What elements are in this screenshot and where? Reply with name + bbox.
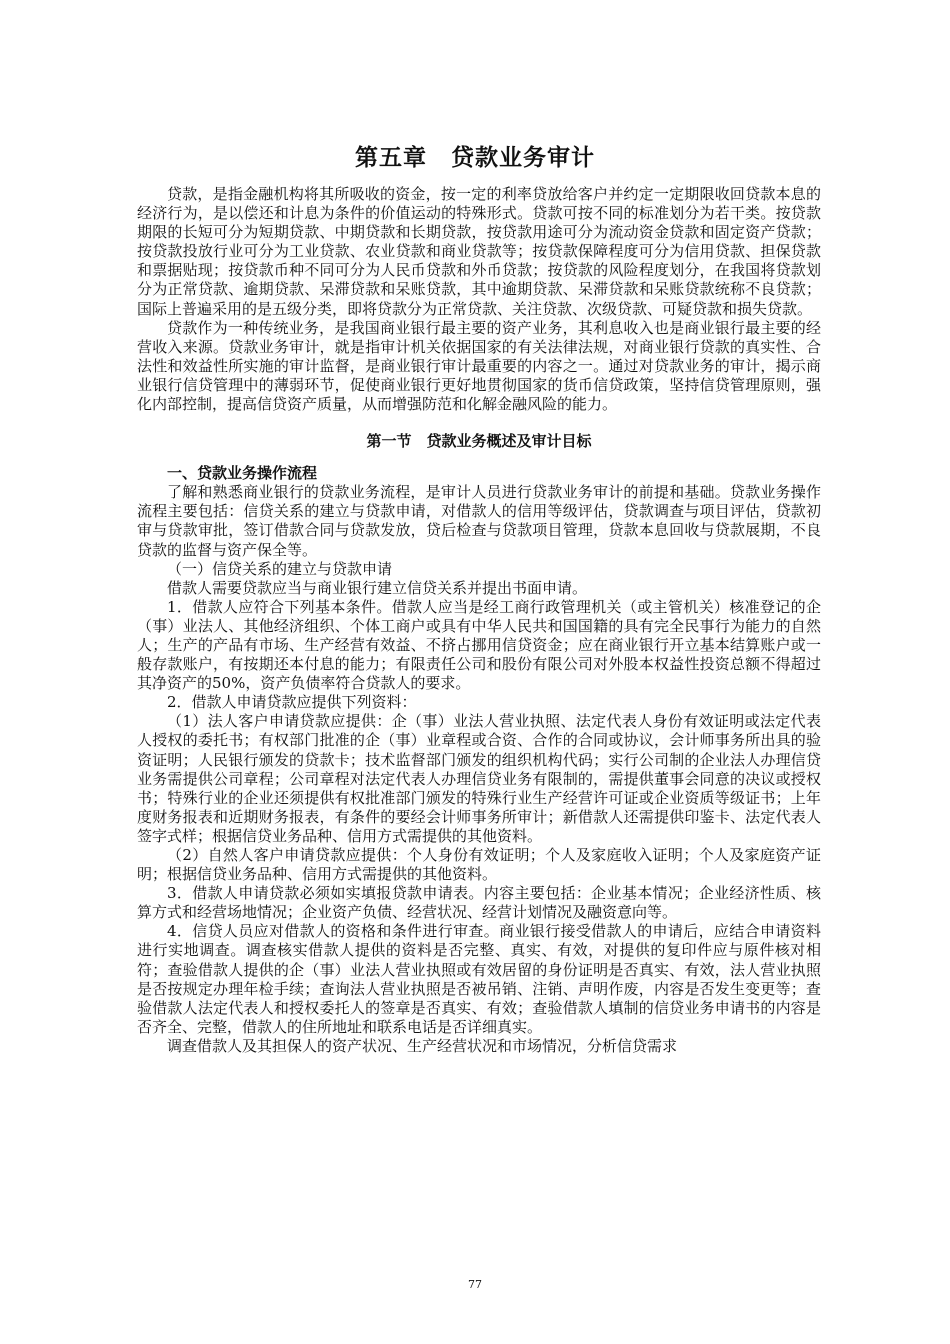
paragraph-asset-investigation: 调查借款人及其担保人的资产状况、生产经营状况和市场情况，分析信贷需求	[167, 1036, 678, 1055]
paragraph-natural-person-materials: （2）自然人客户申请贷款应提供：个人身份有效证明；个人及家庭收入证明；个人及家庭资产证明；根据信贷业务品种、信用方式需提供的其他资料。	[137, 846, 821, 884]
heading-loan-process-text: 一、贷款业务操作流程	[167, 464, 318, 483]
paragraph-loan-definition: 贷款，是指金融机构将其所吸收的资金，按一定的利率贷放给客户并约定一定期限收回贷款本息的经济行为，是以偿还和计息为条件的价值运动的特殊形式。贷款可按不同的标准划分为若干类。按贷款期限的长短可分为短期贷款、中期贷款和长期贷款，按贷款用途可分为流动资金贷款和固定资产贷款；按贷款投放行业可分为工业贷款、农业贷款和商业贷款等；按贷款保障程度可分为信用贷款、担保贷款和票据贴现；按贷款币种不同可分为人民币贷款和外币贷款；按贷款的风险程度划分，在我国将贷款划分为正常贷款、逾期贷款、呆滞贷款和呆账贷款，其中逾期贷款、呆滞贷款和呆账贷款统称不良贷款；国际上普遍采用的是五级分类，即将贷款分为正常贷款、关注贷款、次级贷款、可疑贷款和损失贷款。	[137, 185, 821, 318]
paragraph-required-materials: 2．借款人申请贷款应提供下列资料：	[167, 693, 417, 712]
chapter-title: 第五章 贷款业务审计	[355, 145, 595, 171]
paragraph-application-form: 3．借款人申请贷款必须如实填报贷款申请表。内容主要包括：企业基本情况；企业经济性质、核算方式和经营场地情况；企业资产负债、经营状况、经营计划情况及融资意向等。	[137, 884, 821, 922]
paragraph-borrower-conditions: 1．借款人应符合下列基本条件。借款人应当是经工商行政管理机关（或主管机关）核准登记的企（事）业法人、其他经济组织、个体工商户或具有中华人民共和国国籍的具有完全民事行为能力的自然人；生产的产品有市场、生产经营有效益、不挤占挪用信贷资金；应在商业银行开立基本结算账户或一般存款账户，有按期还本付息的能力；有限责任公司和股份有限公司对外股本权益性投资总额不得超过其净资产的50%，资产负债率符合贷款人的要求。	[137, 597, 821, 693]
paragraph-loan-audit-intro: 贷款作为一种传统业务，是我国商业银行最主要的资产业务，其利息收入也是商业银行最主要的经营收入来源。贷款业务审计，就是指审计机关依据国家的有关法律法规，对商业银行贷款的真实性、合法性和效益性所实施的审计监督，是商业银行审计最重要的内容之一。通过对贷款业务的审计，揭示商业银行信贷管理中的薄弱环节，促使商业银行更好地贯彻国家的货币信贷政策，坚持信贷管理原则，强化内部控制，提高信贷资产质量，从而增强防范和化解金融风险的能力。	[137, 318, 821, 414]
body-text	[137, 185, 821, 1056]
paragraph-credit-request: 借款人需要贷款应当与商业银行建立信贷关系并提出书面申请。	[167, 578, 588, 597]
heading-loan-process	[137, 464, 821, 483]
section-title: 第一节 贷款业务概述及审计目标	[366, 432, 592, 451]
paragraph-qualification-review: 4．信贷人员应对借款人的资格和条件进行审查。商业银行接受借款人的申请后，应结合申请资料进行实地调查。调查核实借款人提供的资料是否完整、真实、有效，对提供的复印件应与原件核对相符；查验借款人提供的企（事）业法人营业执照或有效居留的身份证明是否真实、有效，法人营业执照是否按规定办理年检手续；查询法人营业执照是否被吊销、注销、声明作废，内容是否发生变更等；查验借款人法定代表人和授权委托人的签章是否真实、有效；查验借款人填制的信贷业务申请书的内容是否齐全、完整，借款人的住所地址和联系电话是否详细真实。	[137, 922, 821, 1036]
subheading-credit-relation: （一）信贷关系的建立与贷款申请	[167, 559, 393, 578]
paragraph-process-overview: 了解和熟悉商业银行的贷款业务流程，是审计人员进行贷款业务审计的前提和基础。贷款业务操作流程主要包括：信贷关系的建立与贷款申请，对借款人的信用等级评估，贷款调查与项目评估，贷款初审与贷款审批，签订借款合同与贷款发放，贷后检查与贷款项目管理，贷款本息回收与贷款展期，不良贷款的监督与资产保全等。	[137, 483, 821, 559]
page-number: 77	[468, 1278, 482, 1291]
paragraph-legal-person-materials: （1）法人客户申请贷款应提供：企（事）业法人营业执照、法定代表人身份有效证明或法定代表人授权的委托书；有权部门批准的企（事）业章程或合资、合作的合同或协议，会计师事务所出具的验资证明；人民银行颁发的贷款卡；技术监督部门颁发的组织机构代码；实行公司制的企业法人办理信贷业务需提供公司章程；公司章程对法定代表人办理信贷业务有限制的，需提供董事会同意的决议或授权书；特殊行业的企业还须提供有权批准部门颁发的特殊行业生产经营许可证或企业资质等级证书；上年度财务报表和近期财务报表，有条件的要经会计师事务所审计；新借款人还需提供印鉴卡、法定代表人签字式样；根据信贷业务品种、信用方式需提供的其他资料。	[137, 712, 821, 845]
